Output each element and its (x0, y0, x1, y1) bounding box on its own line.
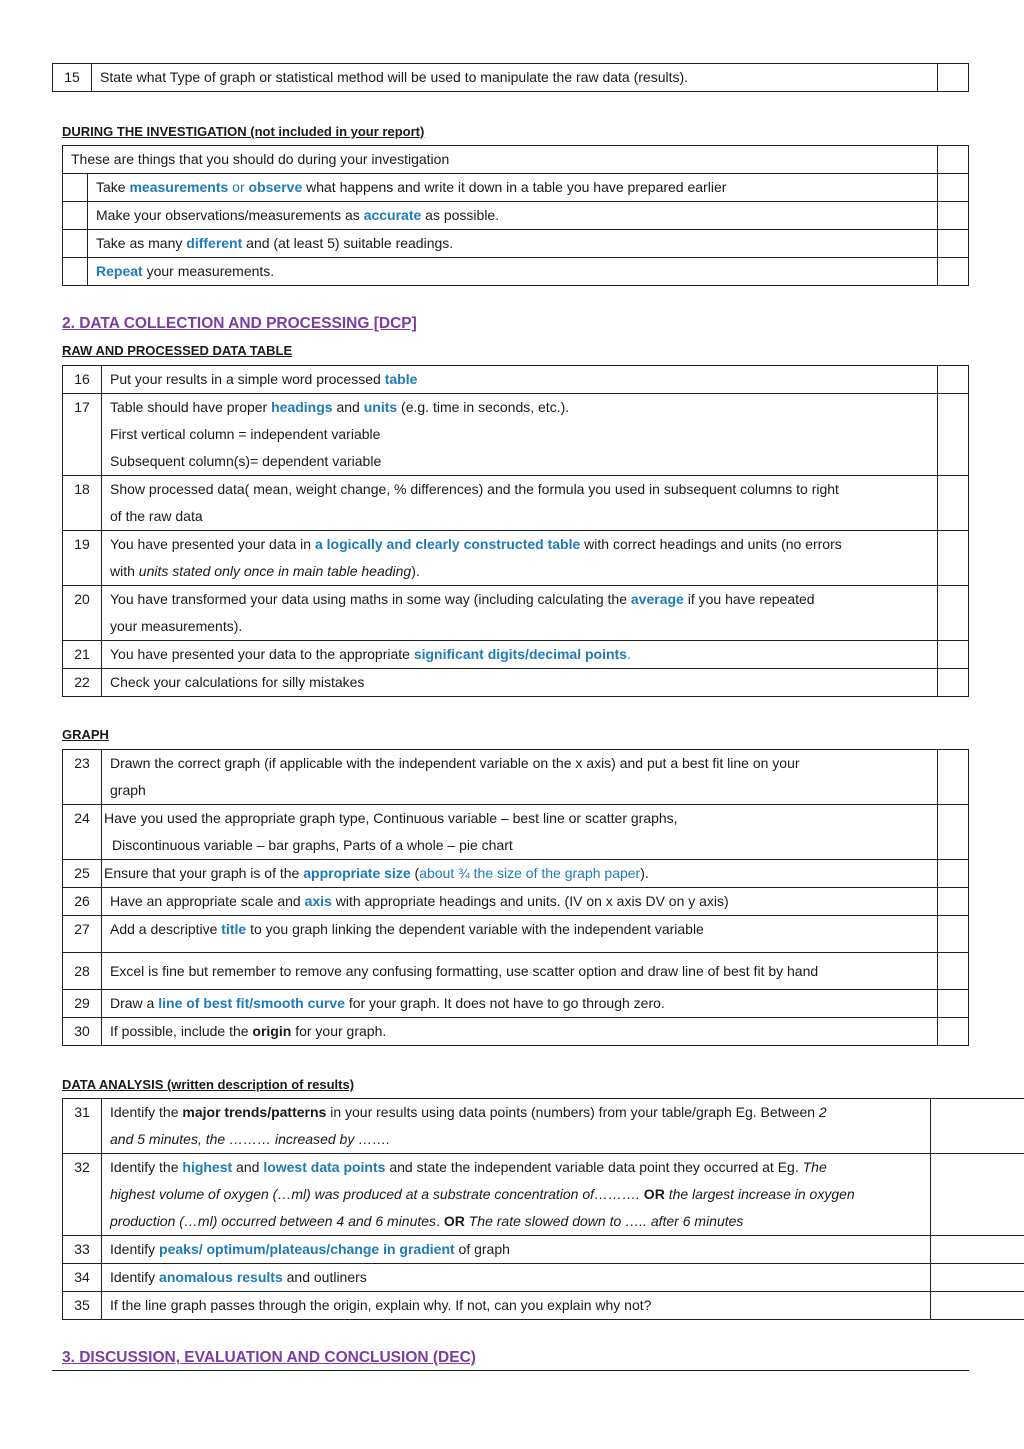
top-table (52, 63, 969, 92)
during-intro: These are things that you should do during your investigation (63, 146, 938, 174)
checkbox[interactable] (931, 1292, 1024, 1320)
checkbox[interactable] (938, 202, 969, 230)
row-number: 30 (63, 1018, 102, 1046)
section-2-title: 2. DATA COLLECTION AND PROCESSING [DCP] (62, 315, 417, 332)
checkbox[interactable] (938, 669, 969, 697)
row-text: Identify the highest and lowest data points and state the independent variable data point they occurred at Eg. The highest volume of oxygen (…ml) was produced at a substrate concentration of………. OR the largest increase in oxygen production (…ml) occurred between 4 and 6 minutes. OR The rate slowed down to ….. after 6 minutes (102, 1154, 931, 1236)
row-number: 31 (63, 1099, 102, 1154)
row-number: 18 (63, 476, 102, 531)
row-number: 34 (63, 1264, 102, 1292)
checkbox[interactable] (938, 990, 969, 1018)
row-number: 15 (53, 64, 92, 92)
row-text: Put your results in a simple word processed table (102, 366, 938, 394)
checkbox[interactable] (938, 860, 969, 888)
checkbox[interactable] (938, 174, 969, 202)
row-text: Identify anomalous results and outliners (102, 1264, 931, 1292)
row-text: Table should have proper headings and units (e.g. time in seconds, etc.). First vertical column = independent variable Subsequent column(s)= dependent variable (102, 394, 938, 476)
table-row (63, 916, 969, 953)
row-number: 17 (63, 394, 102, 476)
table-row (63, 1264, 1024, 1292)
row-text: Take measurements or observe what happens and write it down in a table you have prepared earlier (88, 174, 938, 202)
row-number: 19 (63, 531, 102, 586)
table-row (63, 366, 969, 394)
table-row (63, 258, 969, 286)
checkbox[interactable] (931, 1236, 1024, 1264)
checkbox[interactable] (938, 888, 969, 916)
table-row (63, 1154, 1024, 1236)
table-row (63, 394, 969, 476)
row-number: 27 (63, 916, 102, 953)
indent-cell (63, 230, 88, 258)
indent-cell (63, 202, 88, 230)
table-row (63, 202, 969, 230)
checkbox[interactable] (938, 641, 969, 669)
row-text: If possible, include the origin for your graph. (102, 1018, 938, 1046)
section-divider (52, 1370, 969, 1371)
row-number: 23 (63, 750, 102, 805)
checkbox[interactable] (938, 146, 969, 174)
checkbox[interactable] (938, 366, 969, 394)
checkbox[interactable] (938, 805, 969, 860)
checkbox[interactable] (938, 916, 969, 953)
table-row (63, 174, 969, 202)
table-row (63, 1236, 1024, 1264)
table-row (63, 531, 969, 586)
row-text: Show processed data( mean, weight change, % differences) and the formula you used in subsequent columns to right of the raw data (102, 476, 938, 531)
analysis-table (62, 1098, 1024, 1320)
table-row (63, 990, 969, 1018)
row-text: Make your observations/measurements as accurate as possible. (88, 202, 938, 230)
table-row (63, 953, 969, 990)
row-number: 35 (63, 1292, 102, 1320)
table-row (63, 146, 969, 174)
table-row (63, 888, 969, 916)
row-text: If the line graph passes through the origin, explain why. If not, can you explain why not? (102, 1292, 931, 1320)
row-number: 24 (63, 805, 102, 860)
row-text: Identify peaks/ optimum/plateaus/change in gradient of graph (102, 1236, 931, 1264)
graph-table (62, 749, 969, 1046)
table-row (63, 476, 969, 531)
checkbox[interactable] (938, 750, 969, 805)
table-row (63, 1099, 1024, 1154)
row-number: 22 (63, 669, 102, 697)
checkbox[interactable] (931, 1099, 1024, 1154)
row-text: Take as many different and (at least 5) suitable readings. (88, 230, 938, 258)
row-text: You have presented your data in a logically and clearly constructed table with correct headings and units (no errors with units stated only once in main table heading). (102, 531, 938, 586)
table-row (63, 805, 969, 860)
row-text: Ensure that your graph is of the appropriate size (about ¾ the size of the graph paper). (102, 860, 938, 888)
row-number: 29 (63, 990, 102, 1018)
raw-data-heading: RAW AND PROCESSED DATA TABLE (62, 343, 293, 358)
checkbox[interactable] (938, 953, 969, 990)
indent-cell (63, 258, 88, 286)
checkbox[interactable] (938, 230, 969, 258)
row-number: 32 (63, 1154, 102, 1236)
table-row (63, 641, 969, 669)
table-row (63, 860, 969, 888)
table-row (63, 230, 969, 258)
section-3-title: 3. DISCUSSION, EVALUATION AND CONCLUSION (DEC) (62, 1349, 476, 1366)
row-text: Identify the major trends/patterns in your results using data points (numbers) from your table/graph Eg. Between 2 and 5 minutes, the ……… increased by ……. (102, 1099, 931, 1154)
checkbox[interactable] (931, 1264, 1024, 1292)
row-number: 20 (63, 586, 102, 641)
during-heading: DURING THE INVESTIGATION (not included in your report) (62, 124, 425, 139)
row-text: Add a descriptive title to you graph linking the dependent variable with the independent variable (102, 916, 938, 953)
analysis-heading: DATA ANALYSIS (written description of results) (62, 1077, 355, 1092)
table-row (63, 1018, 969, 1046)
checkbox[interactable] (938, 586, 969, 641)
row-number: 33 (63, 1236, 102, 1264)
checkbox[interactable] (938, 531, 969, 586)
table-row (63, 669, 969, 697)
row-number: 26 (63, 888, 102, 916)
row-text: State what Type of graph or statistical method will be used to manipulate the raw data (results). (92, 64, 938, 92)
row-number: 28 (63, 953, 102, 990)
row-text: Repeat your measurements. (88, 258, 938, 286)
indent-cell (63, 174, 88, 202)
checkbox[interactable] (938, 476, 969, 531)
row-text: You have presented your data to the appropriate significant digits/decimal points. (102, 641, 938, 669)
table-row (63, 750, 969, 805)
checkbox[interactable] (938, 64, 969, 92)
row-text: Have an appropriate scale and axis with appropriate headings and units. (IV on x axis DV on y axis) (102, 888, 938, 916)
checkbox[interactable] (938, 1018, 969, 1046)
row-text: Draw a line of best fit/smooth curve for your graph. It does not have to go through zero. (102, 990, 938, 1018)
checkbox[interactable] (938, 394, 969, 476)
during-table (62, 145, 969, 286)
row-number: 21 (63, 641, 102, 669)
dcp-table (62, 365, 969, 697)
row-text: You have transformed your data using maths in some way (including calculating the average if you have repeated your measurements). (102, 586, 938, 641)
row-text: Excel is fine but remember to remove any confusing formatting, use scatter option and draw line of best fit by hand (102, 953, 938, 990)
graph-heading: GRAPH (62, 727, 109, 742)
table-row (53, 64, 969, 92)
row-text: Check your calculations for silly mistakes (102, 669, 938, 697)
checkbox[interactable] (931, 1154, 1024, 1236)
table-row (63, 1292, 1024, 1320)
row-text: Drawn the correct graph (if applicable with the independent variable on the x axis) and put a best fit line on your graph (102, 750, 938, 805)
row-number: 16 (63, 366, 102, 394)
table-row (63, 586, 969, 641)
row-text: Have you used the appropriate graph type, Continuous variable – best line or scatter graphs, Discontinuous variable – bar graphs, Parts of a whole – pie chart (102, 805, 938, 860)
row-number: 25 (63, 860, 102, 888)
checkbox[interactable] (938, 258, 969, 286)
